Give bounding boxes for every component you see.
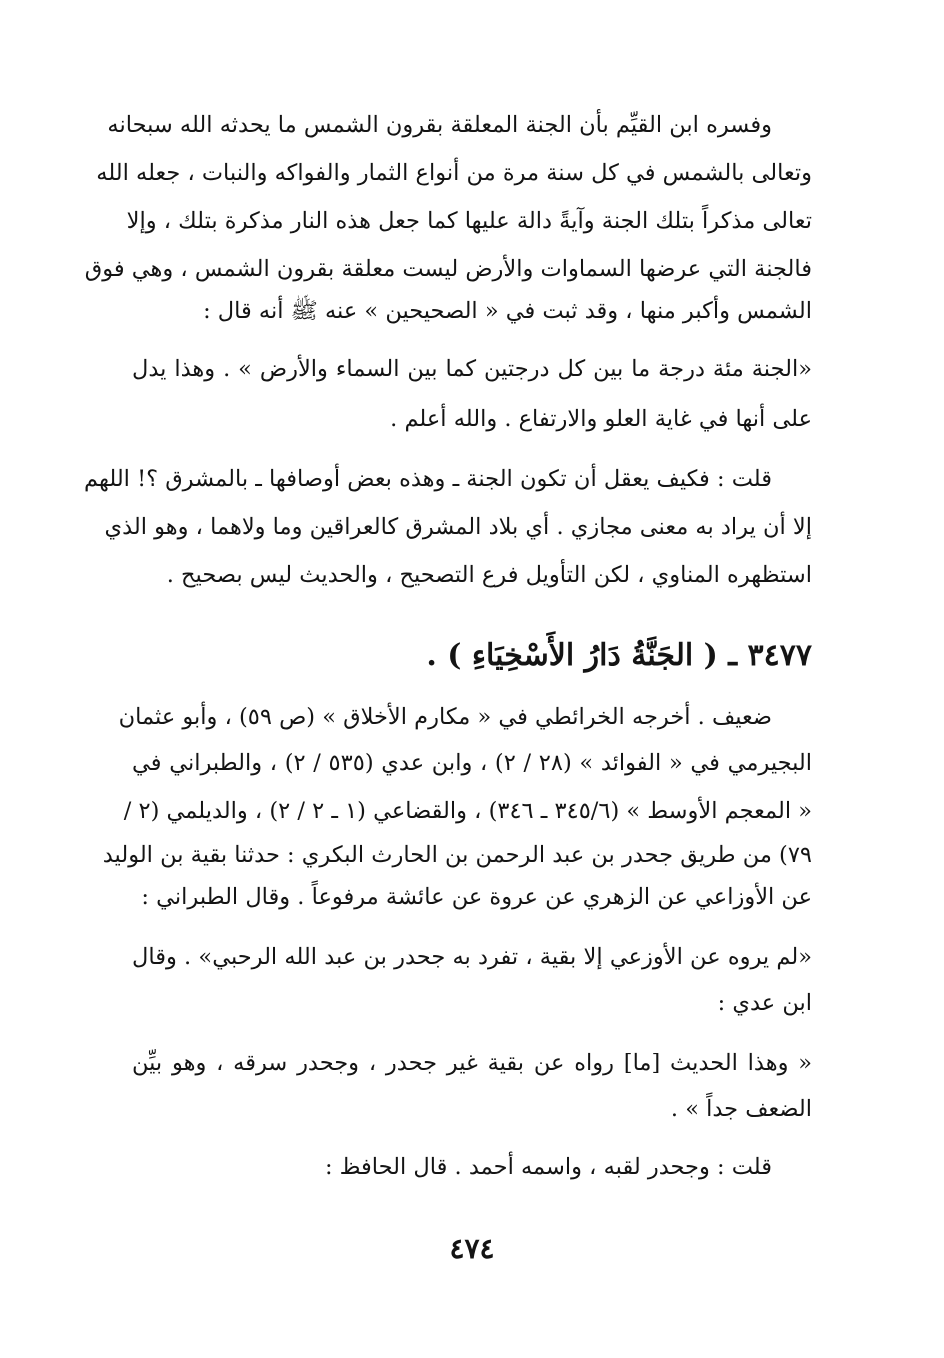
text-line: عن الأوزاعي عن الزهري عن عروة عن عائشة مرفوعاً . وقال الطبراني : [141, 884, 812, 910]
text-line: « المعجم الأوسط » (٣٤٥/٦ ـ ٣٤٦) ، والقضاعي (١ ـ ٢ / ٢) ، والديلمي (٢ / [123, 798, 812, 824]
text-line: ضعيف . أخرجه الخرائطي في « مكارم الأخلاق » (ص ٥٩) ، وأبو عثمان [118, 704, 772, 730]
text-line: قلت : فكيف يعقل أن تكون الجنة ـ وهذه بعض أوصافها ـ بالمشرق ؟! اللهم [84, 466, 772, 492]
page-number: ٤٧٤ [449, 1232, 495, 1265]
text-line: الشمس وأكبر منها ، وقد ثبت في « الصحيحين » عنه ﷺ أنه قال : [203, 298, 812, 324]
text-line: البجيرمي في « الفوائد » (٢٨ / ٢) ، وابن عدي (٥٣٥ / ٢) ، والطبراني في [132, 750, 813, 776]
text-line: قلت : وجحدر لقبه ، واسمه أحمد . قال الحافظ : [324, 1154, 772, 1180]
text-line: تعالى مذكراً بتلك الجنة وآيةً دالة عليها كما جعل هذه النار مذكرة بتلك ، وإلا [126, 208, 812, 234]
text-line: وفسره ابن القيِّم بأن الجنة المعلقة بقرون الشمس ما يحدثه الله سبحانه [107, 112, 772, 138]
hadith-heading: ٣٤٧٧ ـ ( الجَنَّةُ دَارُ الأَسْخِيَاءِ ) . [426, 638, 812, 673]
quote-line: «لم يروه عن الأوزعي إلا بقية ، تفرد به جحدر بن عبد الله الرحبي» . وقال [132, 944, 812, 970]
quote-line: « وهذا الحديث [ما] رواه عن بقية غير جحدر ، وجحدر سرقه ، وهو بيِّن [132, 1050, 812, 1076]
text-line: إلا أن يراد به معنى مجازي . أي بلاد المشرق كالعراقين وما ولاهما ، وهو الذي [104, 514, 812, 540]
quote-line: الضعف جداً » . [670, 1096, 812, 1122]
quote-line: ابن عدي : [717, 990, 812, 1016]
quote-line: على أنها في غاية العلو والارتفاع . والله أعلم . [390, 406, 812, 432]
text-line: وتعالى بالشمس في كل سنة مرة من أنواع الثمار والفواكه والنبات ، جعله الله [96, 160, 812, 186]
text-line: استظهره المناوي ، لكن التأويل فرع التصحيح ، والحديث ليس بصحيح . [166, 562, 812, 588]
quote-line: «الجنة مئة درجة ما بين كل درجتين كما بين السماء والأرض » . وهذا يدل [132, 356, 812, 382]
text-line: ٧٩) من طريق جحدر بن عبد الرحمن بن الحارث البكري : حدثنا بقية بن الوليد [102, 842, 812, 868]
text-line: فالجنة التي عرضها السماوات والأرض ليست معلقة بقرون الشمس ، وهي فوق [84, 256, 812, 282]
